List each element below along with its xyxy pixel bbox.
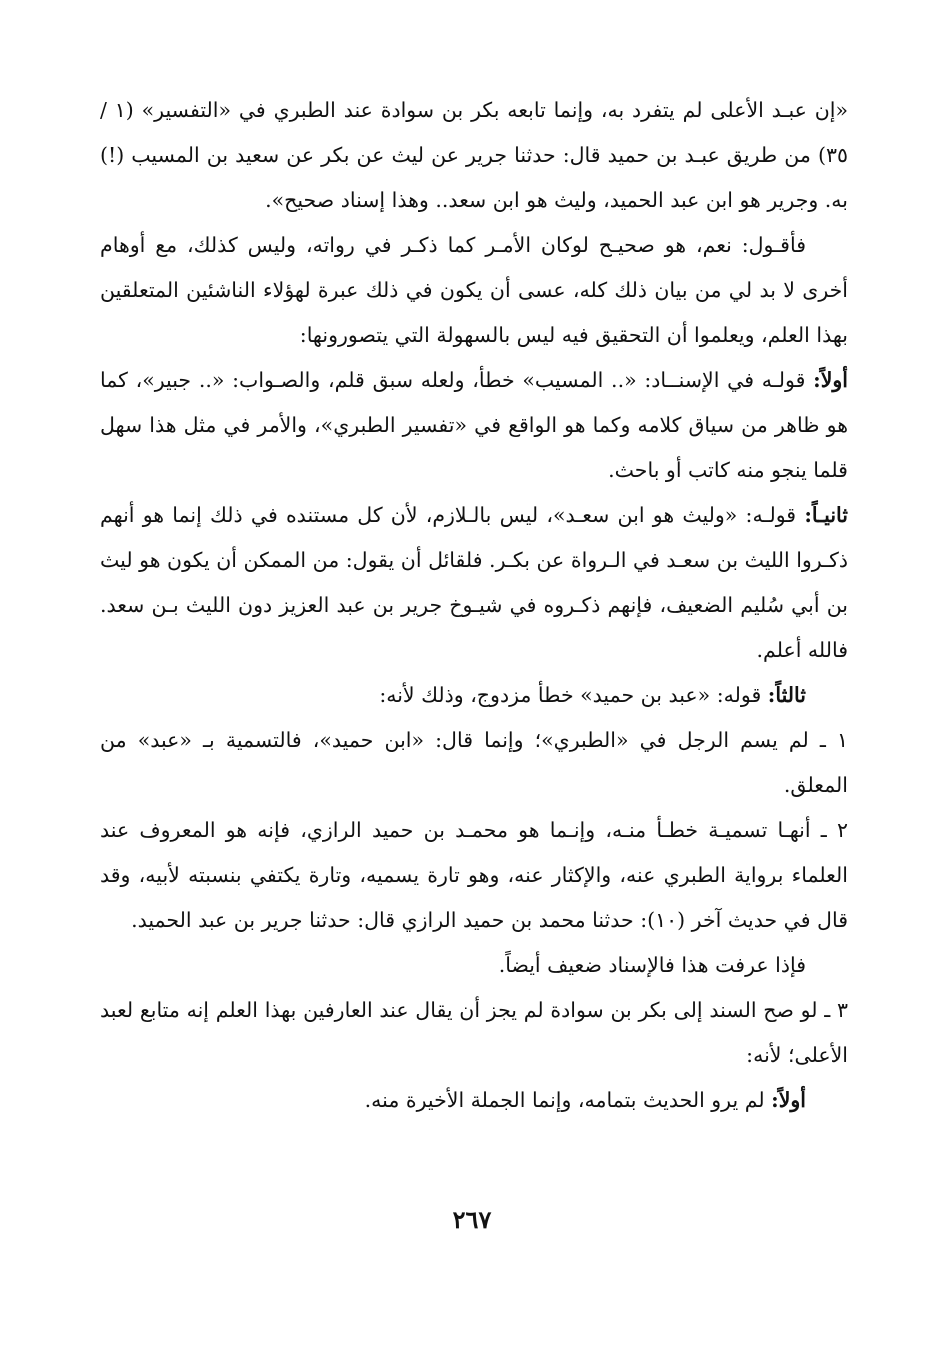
paragraph-text: لم يرو الحديث بتمامه، وإنما الجملة الأخيرة منه. <box>364 1088 765 1112</box>
paragraph-item-1 <box>100 718 848 808</box>
paragraph-conclusion <box>100 943 848 988</box>
paragraph-text: ١ ـ لم يسم الرجل في «الطبري»؛ وإنما قال: «ابن حميد»، فالتسمية بـ «عبد» من المعلق. <box>100 728 848 797</box>
paragraph-text: فإذا عرفت هذا فالإسناد ضعيف أيضاً. <box>498 953 806 977</box>
paragraph-item-2 <box>100 808 848 943</box>
paragraph-text: ٣ ـ لو صح السند إلى بكر بن سوادة لم يجز أن يقال عند العارفين بهذا العلم إنه متابع لعبد الأعلى؛ لأنه: <box>100 998 848 1067</box>
paragraph-text: ٢ ـ أنهـا تسميـة خطـأ منـه، وإنـما هو محمـد بن حميد الرازي، فإنه هو المعروف عند العلماء برواية الطبري عنه، والإكثار عنه، وهو تارة يسميه، وتارة يكتفي بنسبته لأبيه، وقد قال في حديث آخر (١٠): حدثنا محمد بن حميد الرازي قال: حدثنا جرير بن عبد الحميد. <box>100 818 848 932</box>
paragraph-third-point <box>100 673 848 718</box>
paragraph-text: فأقـول: نعم، هو صحيـح لوكان الأمـر كما ذكـر في رواته، وليس كذلك، مع أوهام أخرى لا بد لي من بيان ذلك كله، عسى أن يكون في ذلك عبرة لهؤلاء الناشئين المتعلقين بهذا العلم، ويعلموا أن التحقيق فيه ليس بالسهولة التي يتصورونها: <box>100 233 848 347</box>
paragraph-sub-first <box>100 1078 848 1123</box>
paragraph-lead: أولاً: <box>771 1088 806 1112</box>
paragraph-lead: أولاً: <box>813 368 848 392</box>
paragraph-first-point <box>100 358 848 493</box>
paragraph-text: قوله: «عبد بن حميد» خطأ مزدوج، وذلك لأنه: <box>379 683 762 707</box>
paragraph-quote <box>100 88 848 223</box>
paragraph-second-point <box>100 493 848 673</box>
paragraph-item-3 <box>100 988 848 1078</box>
page-body <box>100 88 848 1123</box>
paragraph-text: قولـه في الإسنــاد: «.. المسيب» خطأ، ولعله سبق قلم، والصـواب: «.. جبير»، كما هو ظاهر من سياق كلامه وكما هو الواقع في «تفسير الطبري»، والأمر في مثل هذا سهل قلما ينجو منه كاتب أو باحث. <box>100 368 848 482</box>
paragraph-text: قولـه: «وليث هو ابن سعـد»، ليس بالـلازم، لأن كل مستنده في ذلك إنما هو أنهم ذكـروا الليث بن سعـد في الـرواة عن بكـر. فلقائل أن يقول: من الممكن أن يكون هو ليث بن أبي سُليم الضعيف، فإنهم ذكـروه في شيـوخ جرير بن عبد العزيز دون الليث بـن سعد. فالله أعلم. <box>100 503 848 662</box>
paragraph-lead: ثانيـاً: <box>804 503 848 527</box>
paragraph-lead: ثالثاً: <box>767 683 806 707</box>
paragraph-text: «إن عبـد الأعلى لم يتفرد به، وإنما تابعه بكر بن سوادة عند الطبري في «التفسير» (١ / ٣٥) من طريق عبـد بن حميد قال: حدثنا جرير عن ليث عن بكر عن سعيد بن المسيب (!) به. وجرير هو ابن عبد الحميد، وليث هو ابن سعد.. وهذا إسناد صحيح». <box>100 98 848 212</box>
page-number: ٢٦٧ <box>452 1205 492 1234</box>
paragraph-response <box>100 223 848 358</box>
